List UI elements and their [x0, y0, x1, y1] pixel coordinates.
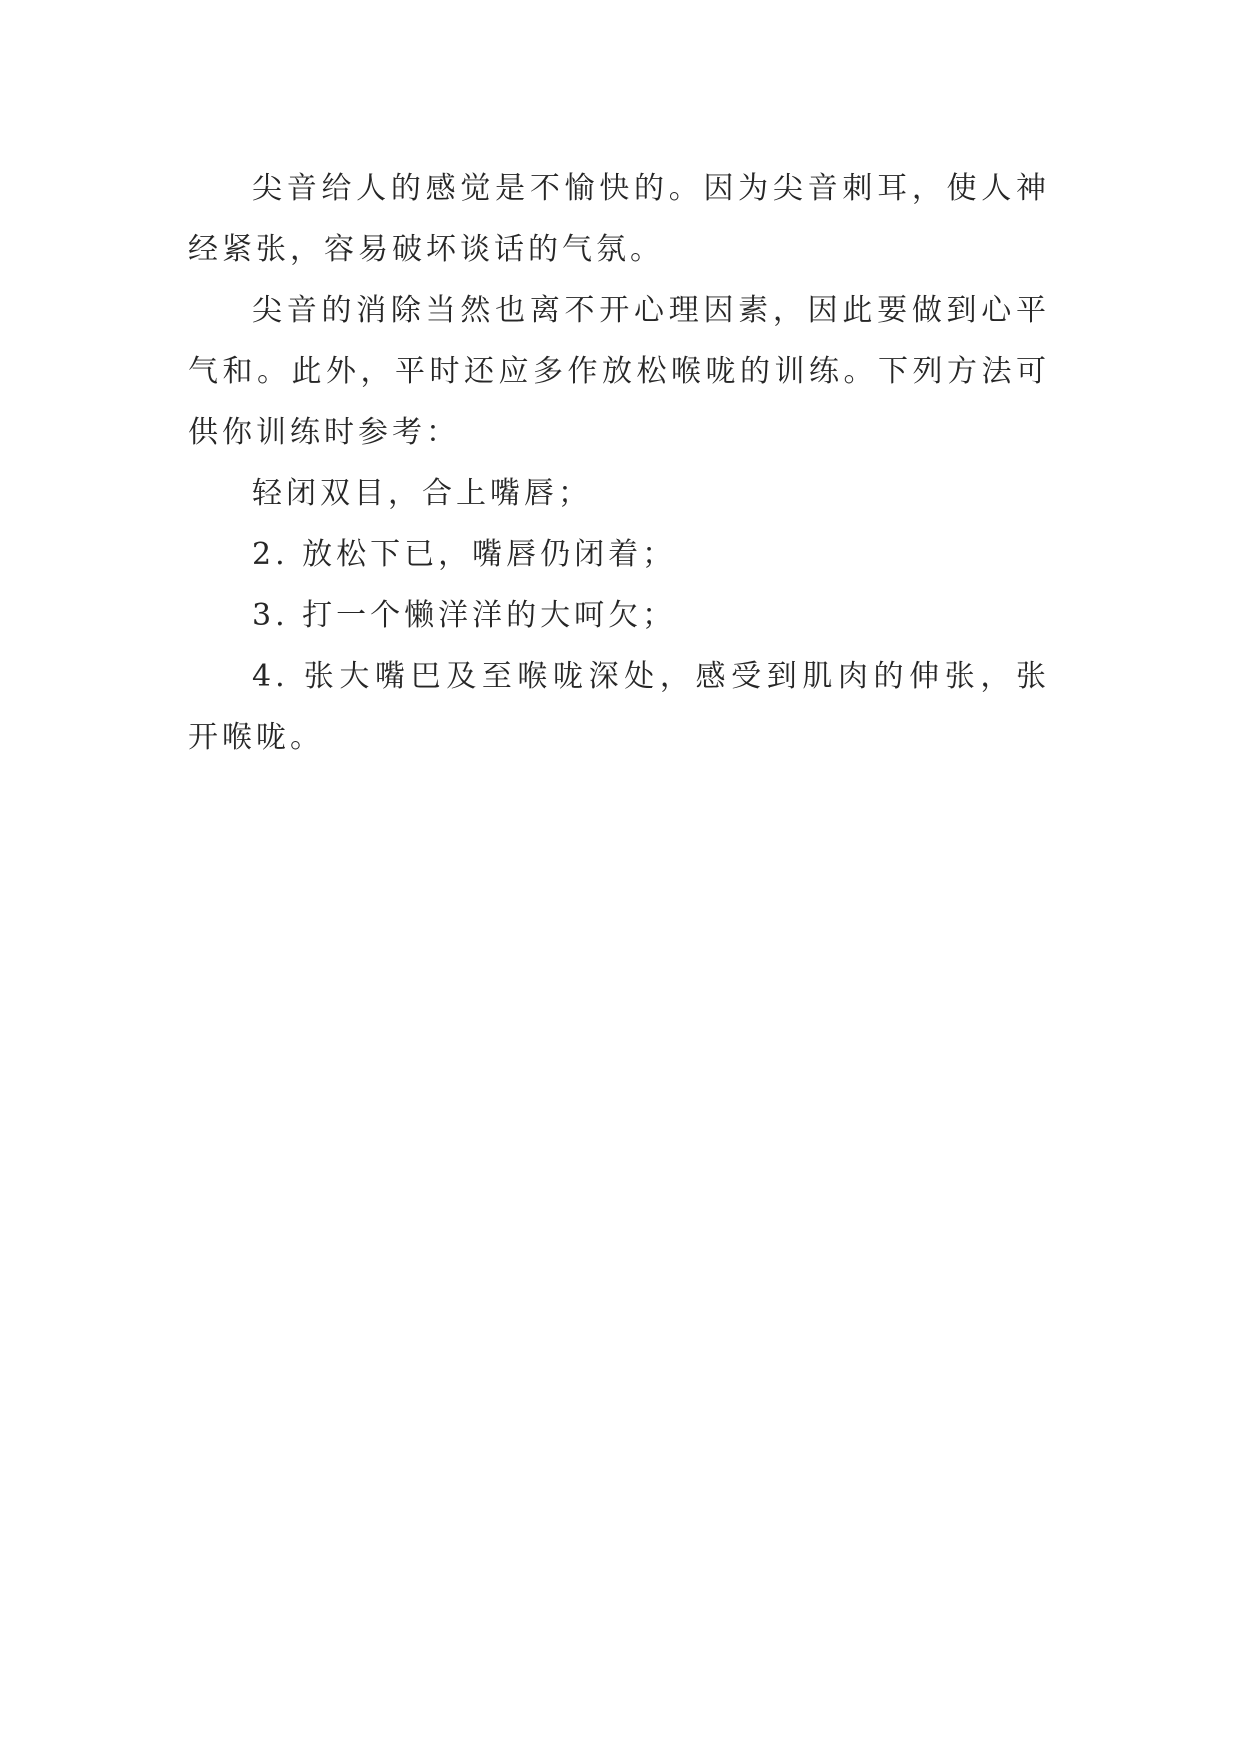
list-item-step-3: 3. 打一个懒洋洋的大呵欠； — [252, 598, 677, 633]
list-item-step-1: 轻闭双目，合上嘴唇； — [252, 476, 592, 511]
paragraph-intro: 尖音给人的感觉是不愉快的。因为尖音刺耳，使人神经紧张，容易破坏谈话的气氛。 — [188, 171, 1050, 267]
paragraph-method: 尖音的消除当然也离不开心理因素，因此要做到心平气和。此外，平时还应多作放松喉咙的训练。下列方法可供你训练时参考： — [188, 293, 1050, 450]
list-item-step-2: 2. 放松下已，嘴唇仍闭着； — [252, 537, 677, 572]
document-body — [188, 158, 1050, 768]
list-item-step-4: 4. 张大嘴巴及至喉咙深处，感受到肌肉的伸张，张开喉咙。 — [188, 659, 1050, 755]
